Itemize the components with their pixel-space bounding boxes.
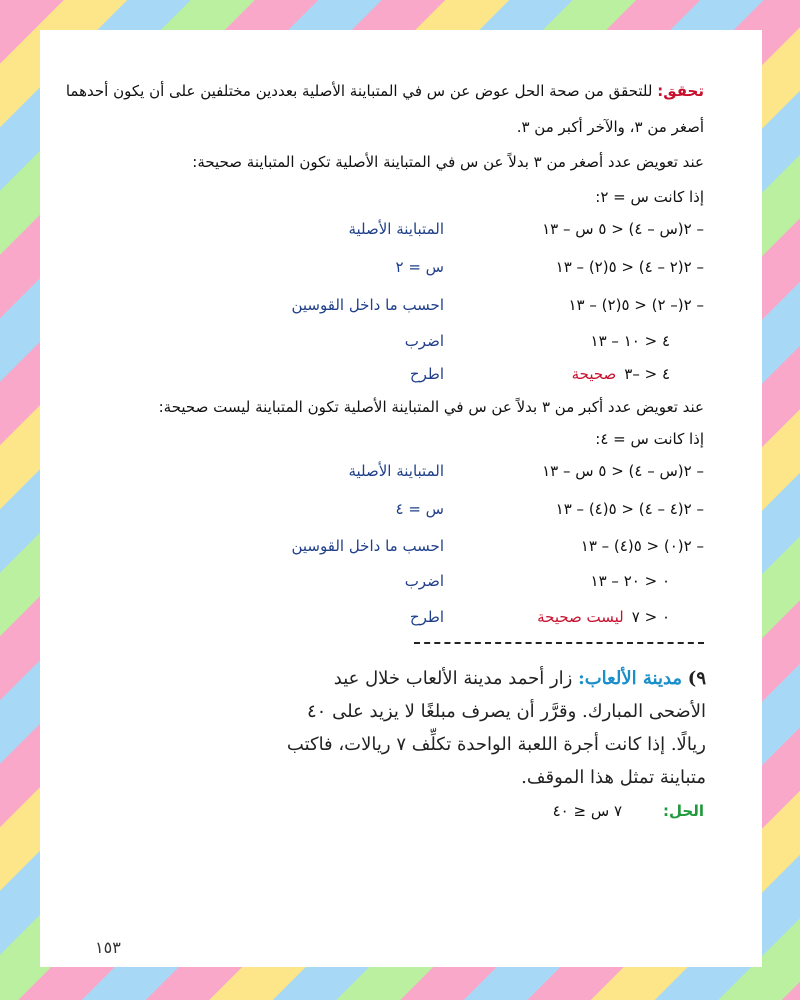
less-step-1-note: المتباينة الأصلية [348, 220, 444, 238]
page-number: ١٥٣ [95, 938, 121, 957]
less-step-4-note: اضرب [404, 332, 444, 350]
greater-step-3-expr: – ٢(٠) < ٥(٤) – ١٣ [580, 537, 704, 555]
less-step-3-expr: – ٢(– ٢) < ٥(٢) – ١٣ [568, 296, 704, 314]
less-when: إذا كانت س = ٢: [595, 188, 704, 206]
greater-intro: عند تعويض عدد أكبر من ٣ بدلاً عن س في المتباينة الأصلية تكون المتباينة ليست صحيحة: [158, 398, 704, 416]
check-text-1: للتحقق من صحة الحل عوض عن س في المتباينة الأصلية بعددين مختلفين على أن يكون أحدهما [65, 82, 653, 100]
check-label: تحقق: [657, 82, 704, 100]
problem-9 [276, 662, 706, 794]
greater-step-2-expr: – ٢(٤ – ٤) < ٥(٤) – ١٣ [555, 500, 704, 518]
greater-step-1-note: المتباينة الأصلية [348, 462, 444, 480]
solution-expression: ٧ س ≤ ٤٠ [552, 802, 622, 820]
greater-step-1-expr: – ٢(س – ٤) < ٥ س – ١٣ [542, 462, 704, 480]
greater-step-5-expr: ٠ < ٧ [631, 608, 670, 626]
less-step-5-status: صحيحة [571, 365, 617, 383]
problem-number: ٩) [687, 668, 706, 689]
less-step-2-note: س = ٢ [395, 258, 444, 276]
worksheet-page [40, 30, 762, 967]
problem-title: مدينة الألعاب: [578, 668, 683, 689]
greater-when: إذا كانت س = ٤: [595, 430, 704, 448]
less-step-3-note: احسب ما داخل القوسين [291, 296, 444, 314]
greater-step-5-status: ليست صحيحة [537, 608, 624, 626]
greater-step-3-note: احسب ما داخل القوسين [291, 537, 444, 555]
less-step-5 [572, 365, 670, 389]
less-step-5-note: اطرح [409, 365, 444, 383]
check-paragraph-line1 [66, 82, 704, 100]
greater-step-2-note: س = ٤ [395, 500, 444, 518]
less-intro: عند تعويض عدد أصغر من ٣ بدلاً عن س في المتباينة الأصلية تكون المتباينة صحيحة: [192, 153, 704, 171]
greater-step-5 [537, 608, 670, 632]
less-step-1-expr: – ٢(س – ٤) < ٥ س – ١٣ [542, 220, 704, 238]
dashed-divider [414, 642, 704, 644]
greater-step-5-note: اطرح [409, 608, 444, 626]
less-step-4-expr: ٤ < ١٠ – ١٣ [590, 332, 670, 350]
problem-text: زار أحمد مدينة الألعاب خلال عيد الأضحى المبارك. وقرَّر أن يصرف مبلغًا لا يزيد على ٤٠ ريالًا. إذا كانت أجرة اللعبة الواحدة تكلِّف ٧ ريالات، فاكتب متباينة تمثل هذا الموقف. [286, 668, 706, 788]
solution-label: الحل: [663, 802, 704, 820]
check-paragraph-line2: أصغر من ٣، والآخر أكبر من ٣. [516, 118, 704, 136]
less-step-2-expr: – ٢(٢ – ٤) < ٥(٢) – ١٣ [555, 258, 704, 276]
less-step-5-expr: ٤ < –٣ [624, 365, 670, 383]
greater-step-4-expr: ٠ < ٢٠ – ١٣ [590, 572, 670, 590]
greater-step-4-note: اضرب [404, 572, 444, 590]
